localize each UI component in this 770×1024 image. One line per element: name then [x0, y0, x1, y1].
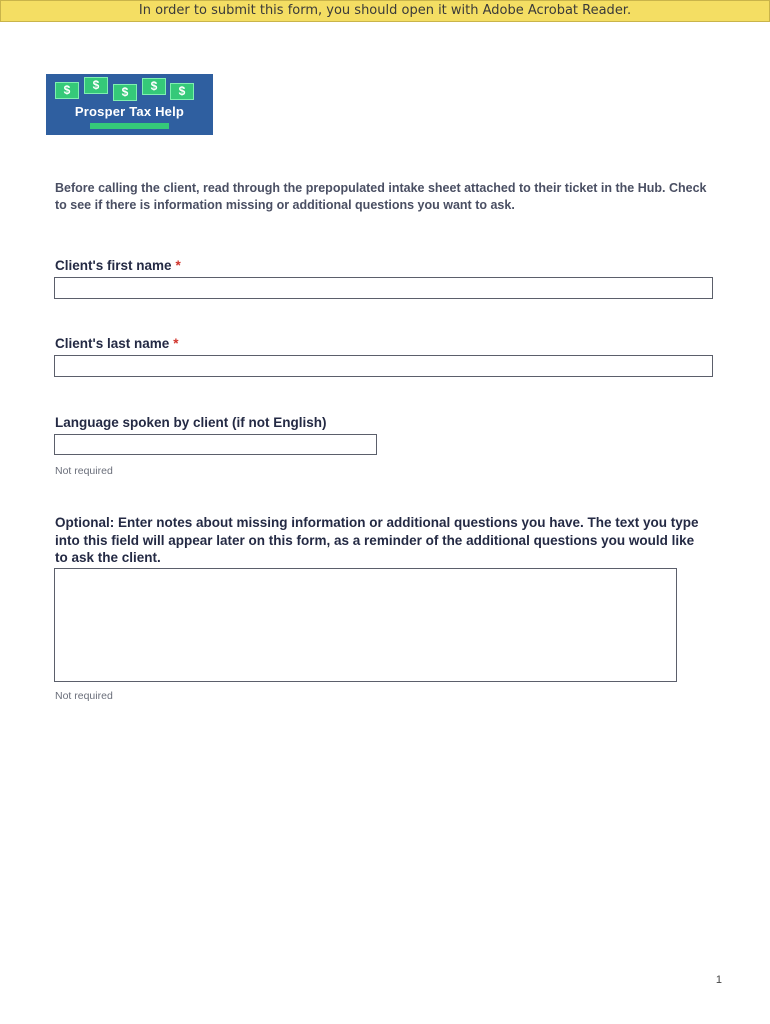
- language-field[interactable]: [54, 434, 377, 455]
- prosper-tax-help-logo: [46, 74, 213, 135]
- dollar-bill-icon: $: [55, 82, 79, 99]
- notes-label: Optional: Enter notes about missing information or additional questions you have. The text you type into this field will appear later on this form, as a reminder of the additional questions you would like to ask the client.: [55, 515, 699, 565]
- dollar-bill-icon: $: [84, 77, 108, 94]
- logo-tagline-strip: [90, 123, 169, 129]
- dollar-bill-icon: $: [142, 78, 166, 95]
- page-number: 1: [715, 974, 722, 986]
- notes-textarea[interactable]: [54, 568, 677, 682]
- last-name-field[interactable]: [54, 355, 713, 377]
- logo-title: Prosper Tax Help: [74, 104, 185, 119]
- required-asterisk: *: [175, 258, 181, 273]
- language-label: Language spoken by client (if not English): [55, 415, 327, 430]
- last-name-label: [55, 336, 179, 351]
- first-name-label: [55, 258, 181, 273]
- last-name-label-text: Client's last name: [55, 336, 170, 351]
- required-asterisk: *: [173, 336, 179, 351]
- dollar-bill-icon: $: [113, 84, 137, 101]
- intro-instructions: Before calling the client, read through the prepopulated intake sheet attached to their ticket in the Hub. Check to see if there is information missing or additional questions you want to ask.: [55, 181, 707, 212]
- acrobat-notice-banner: In order to submit this form, you should open it with Adobe Acrobat Reader.: [0, 0, 770, 22]
- first-name-field[interactable]: [54, 277, 713, 299]
- dollar-bill-icon: $: [170, 83, 194, 100]
- language-not-required-hint: Not required: [55, 465, 113, 477]
- first-name-label-text: Client's first name: [55, 258, 172, 273]
- notes-not-required-hint: Not required: [55, 690, 113, 702]
